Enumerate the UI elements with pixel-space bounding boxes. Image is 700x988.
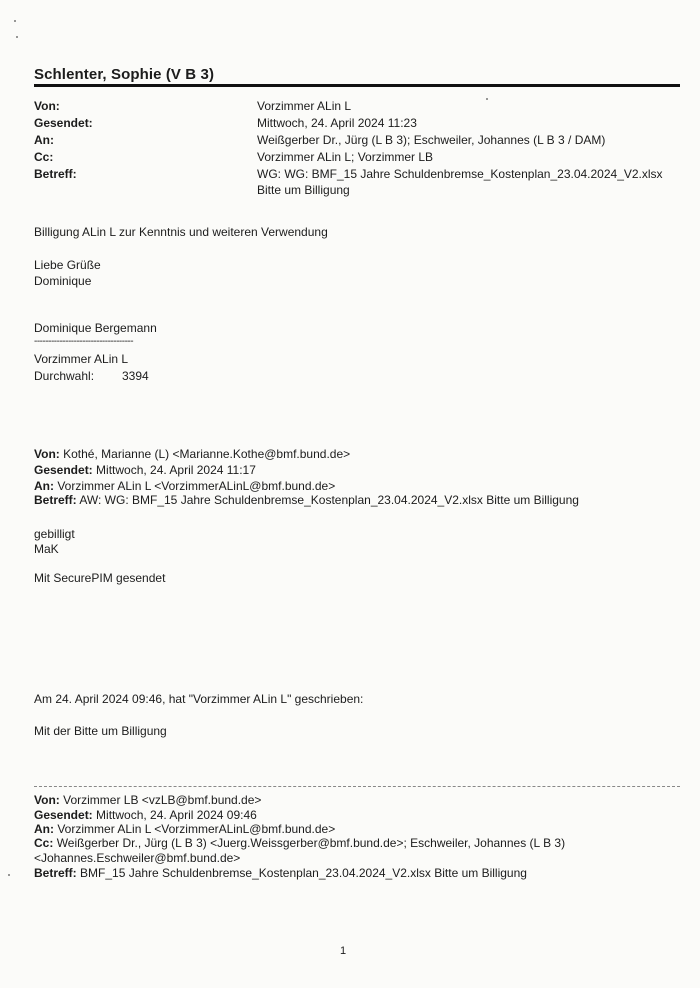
reply2-sent-line <box>34 808 257 822</box>
reply2-from: Vorzimmer LB <vzLB@bmf.bund.de> <box>63 793 262 807</box>
reply1-subject-line <box>34 493 579 507</box>
subject-label: Betreff: <box>34 167 77 181</box>
scan-speck <box>16 36 18 38</box>
reply1-to-line <box>34 479 335 493</box>
quote-text: Mit der Bitte um Billigung <box>34 724 167 738</box>
reply1-sent: Mittwoch, 24. April 2024 11:17 <box>96 463 256 477</box>
greeting: Liebe Grüße <box>34 258 101 272</box>
scan-speck <box>14 20 16 22</box>
sign-first-name: Dominique <box>34 274 92 288</box>
reply1-to: Vorzimmer ALin L <VorzimmerALinL@bmf.bund.de> <box>57 479 336 493</box>
to-value: Weißgerber Dr., Jürg (L B 3); Eschweiler, Johannes (L B 3 / DAM) <box>257 133 606 147</box>
signature-phone: 3394 <box>122 369 149 383</box>
reply1-to-label: An: <box>34 479 54 493</box>
cc-value: Vorzimmer ALin L; Vorzimmer LB <box>257 150 434 164</box>
reply1-from-label: Von: <box>34 447 60 461</box>
reply1-subject-label: Betreff: <box>34 493 77 507</box>
sent-value: Mittwoch, 24. April 2024 11:23 <box>257 116 417 130</box>
quote-intro: Am 24. April 2024 09:46, hat "Vorzimmer ALin L" geschrieben: <box>34 692 364 706</box>
reply1-footer: Mit SecurePIM gesendet <box>34 571 166 585</box>
quote-separator <box>34 786 680 787</box>
reply1-body-line1: gebilligt <box>34 527 75 541</box>
reply2-to-line <box>34 822 335 836</box>
reply2-sent-label: Gesendet: <box>34 808 93 822</box>
body-text: Billigung ALin L zur Kenntnis und weiteren Verwendung <box>34 225 328 239</box>
reply2-to: Vorzimmer ALin L <VorzimmerALinL@bmf.bund.de> <box>57 822 336 836</box>
scan-speck <box>486 98 488 100</box>
signature-name: Dominique Bergemann <box>34 321 157 335</box>
reply2-sent: Mittwoch, 24. April 2024 09:46 <box>96 808 257 822</box>
reply2-cc-line <box>34 836 565 850</box>
to-label: An: <box>34 133 54 147</box>
signature-office: Vorzimmer ALin L <box>34 352 129 366</box>
reply1-sent-line <box>34 463 256 477</box>
sender-header-name: Schlenter, Sophie (V B 3) <box>34 66 215 83</box>
reply1-body-line2: MaK <box>34 542 59 556</box>
sent-label: Gesendet: <box>34 116 93 130</box>
page-number: 1 <box>340 945 347 957</box>
signature-phone-label: Durchwahl: <box>34 369 95 383</box>
reply1-from-line <box>34 447 350 461</box>
reply2-cc: Weißgerber Dr., Jürg (L B 3) <Juerg.Weissgerber@bmf.bund.de>; Eschweiler, Johannes (L B 3) <box>56 836 566 850</box>
reply2-subject-label: Betreff: <box>34 866 77 880</box>
reply2-from-label: Von: <box>34 793 60 807</box>
reply1-subject: AW: WG: BMF_15 Jahre Schuldenbremse_Kostenplan_23.04.2024_V2.xlsx Bitte um Billigung <box>79 493 579 507</box>
from-value: Vorzimmer ALin L <box>257 99 352 113</box>
reply2-from-line <box>34 793 261 807</box>
header-rule <box>34 84 680 87</box>
reply1-sent-label: Gesendet: <box>34 463 93 477</box>
scan-speck <box>8 874 10 876</box>
subject-value-line1: WG: WG: BMF_15 Jahre Schuldenbremse_Kostenplan_23.04.2024_V2.xlsx <box>257 167 663 181</box>
reply2-subject: BMF_15 Jahre Schuldenbremse_Kostenplan_23.04.2024_V2.xlsx Bitte um Billigung <box>80 866 527 880</box>
from-label: Von: <box>34 99 60 113</box>
reply2-cc-line2: <Johannes.Eschweiler@bmf.bund.de> <box>34 851 241 865</box>
reply2-to-label: An: <box>34 822 54 836</box>
reply2-subject-line <box>34 866 527 880</box>
reply1-from: Kothé, Marianne (L) <Marianne.Kothe@bmf.bund.de> <box>63 447 351 461</box>
reply2-cc-label: Cc: <box>34 836 54 850</box>
signature-divider: ----------------------------------- <box>34 336 134 347</box>
subject-value-line2: Bitte um Billigung <box>257 183 350 197</box>
cc-label: Cc: <box>34 150 54 164</box>
